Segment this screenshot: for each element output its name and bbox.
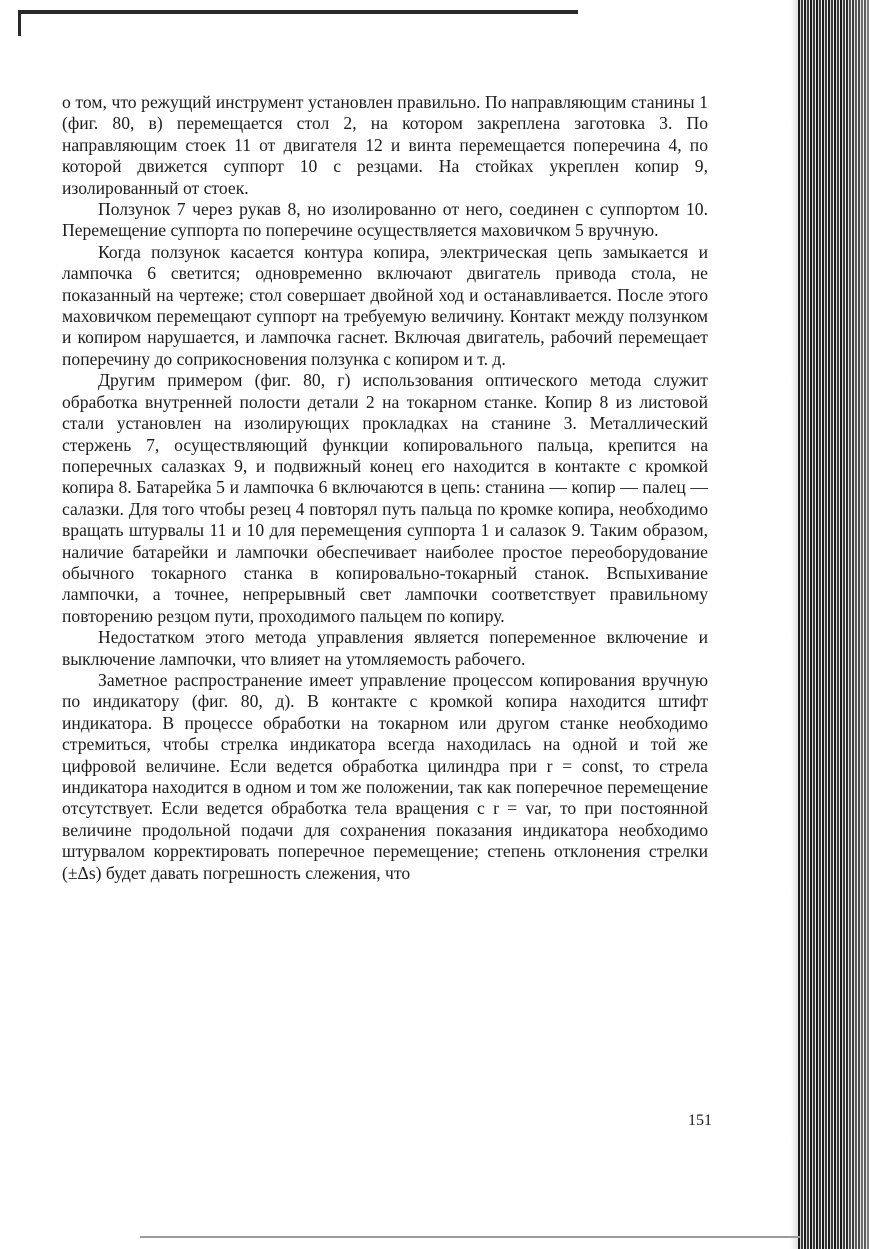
paragraph: Ползунок 7 через рукав 8, но изолированно от него, соединен с суппортом 10. Перемещение суппорта по поперечине осуществляется маховичком 5 вручную. [62, 199, 708, 241]
top-left-corner-mark [18, 10, 21, 36]
paragraph: Недостатком этого метода управления является попеременное включение и выключение лампочки, что влияет на утомляемость рабочего. [62, 627, 708, 669]
paragraph: о том, что режущий инструмент установлен правильно. По направляющим станины 1 (фиг. 80, в) перемещается стол 2, на котором закреплена заготовка 3. По направляющим стоек 11 от двигателя 12 и винта перемещается поперечина 4, по которой движется суппорт 10 с резцами. На стойках укреплен копир 9, изолированный от стоек. [62, 92, 708, 198]
top-border-rule [18, 10, 578, 14]
paragraph: Заметное распространение имеет управление процессом копирования вручную по индикатору (фиг. 80, д). В контакте с кромкой копира находится штифт индикатора. В процессе обработки на токарном или другом станке необходимо стремиться, чтобы стрелка индикатора всегда находилась на одной и той же цифровой величине. Если ведется обработка цилиндра при r = const, то стрела индикатора находится в одном и том же положении, так как поперечное перемещение отсутствует. Если ведется обработка тела вращения с r = var, то при постоянной величине продольной подачи для сохранения показания индикатора необходимо штурвалом корректировать поперечное перемещение; степень отклонения стрелки (±Δs) будет давать погрешность слежения, что [62, 669, 708, 883]
book-binding-edge [798, 0, 869, 1249]
page-body [62, 92, 708, 884]
paragraph: Другим примером (фиг. 80, г) использования оптического метода служит обработка внутренней полости детали 2 на токарном станке. Копир 8 из листовой стали установлен на изолирующих прокладках на станине 3. Металлический стержень 7, осуществляющий функции копировального пальца, крепится на поперечных салазках 9, и подвижный конец его находится в контакте с кромкой копира 8. Батарейка 5 и лампочка 6 включаются в цепь: станина — копир — палец — салазки. Для того чтобы резец 4 повторял путь пальца по кромке копира, необходимо вращать штурвалы 11 и 10 для перемещения суппорта 1 и салазок 9. Таким образом, наличие батарейки и лампочки обеспечивает наиболее простое переоборудование обычного токарного станка в копировально-токарный станок. Вспыхивание лампочки, а точнее, непрерывный свет лампочки соответствует правильному повторению резцом пути, проходимого пальцем по копиру. [62, 370, 708, 626]
bottom-edge-line [140, 1236, 800, 1238]
page-number: 151 [688, 1112, 712, 1129]
paragraph: Когда ползунок касается контура копира, электрическая цепь замыкается и лампочка 6 светится; одновременно включают двигатель привода стола, не показанный на чертеже; стол совершает двойной ход и останавливается. После этого маховичком перемещают суппорт на требуемую величину. Контакт между ползунком и копиром нарушается, и лампочка гаснет. Включая двигатель, рабочий перемещает поперечину до соприкосновения ползунка с копиром и т. д. [62, 241, 708, 369]
